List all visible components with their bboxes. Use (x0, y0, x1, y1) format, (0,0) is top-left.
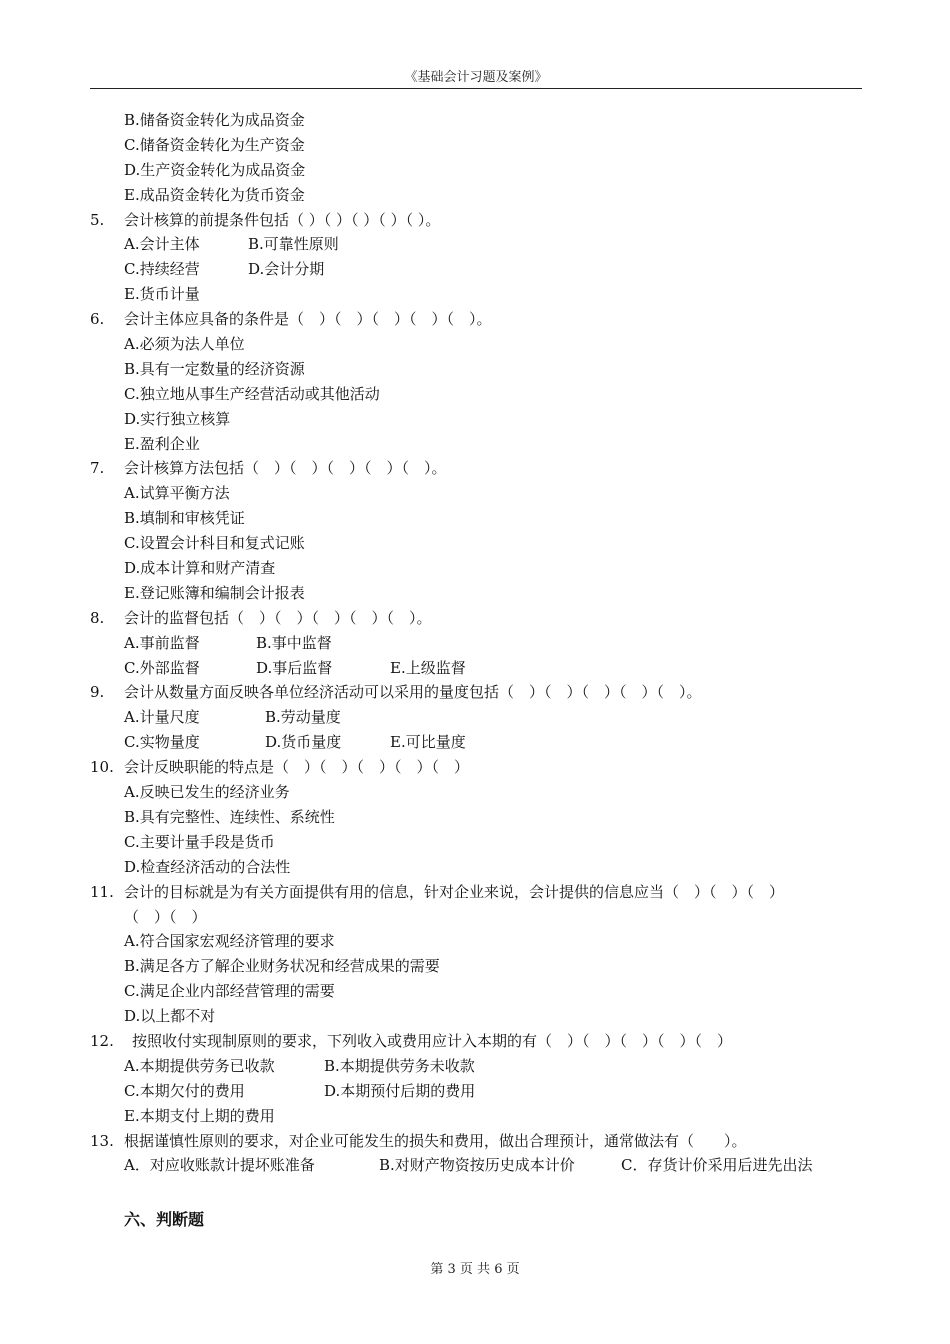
option: E.货币计量 (124, 285, 200, 304)
question-number: 11. (90, 882, 114, 901)
page-footer: 第 3 页 共 6 页 (430, 1262, 520, 1277)
option: C.独立地从事生产经营活动或其他活动 (124, 384, 380, 403)
question-text: 会计的监督包括（ ）（ ）（ ）（ ）（ ）。 (124, 608, 432, 627)
option: D.会计分期 (248, 260, 325, 279)
option: A.事前监督 (124, 633, 200, 652)
question-text: 会计主体应具备的条件是（ ）（ ）（ ）（ ）（ ）。 (124, 310, 492, 329)
option: C.本期欠付的费用 (124, 1081, 245, 1100)
question-number: 6. (90, 310, 105, 329)
option: E.本期支付上期的费用 (124, 1106, 275, 1125)
option: B.本期提供劳务未收款 (324, 1056, 475, 1075)
option: A.符合国家宏观经济管理的要求 (124, 932, 335, 951)
question-5 (0, 208, 950, 233)
option: B.可靠性原则 (248, 235, 339, 254)
option-row (0, 1153, 950, 1178)
option: D.以上都不对 (124, 1007, 216, 1026)
question-text: 会计核算的前提条件包括（ ）（ ）（ ）（ ）（ ）。 (124, 210, 441, 229)
option: A．对应收账款计提坏账准备 (124, 1156, 315, 1175)
question-text: 会计反映职能的特点是（ ）（ ）（ ）（ ）（ ） (124, 758, 470, 777)
option: D.成本计算和财产清查 (124, 559, 276, 578)
option: E.登记账簿和编制会计报表 (124, 583, 305, 602)
question-13 (0, 1129, 950, 1154)
question-8 (0, 606, 950, 631)
question-text: 会计的目标就是为有关方面提供有用的信息，针对企业来说，会计提供的信息应当（ ）（ ）（ ） (124, 882, 785, 901)
option: B.满足各方了解企业财务状况和经营成果的需要 (124, 957, 440, 976)
question-number: 7. (90, 459, 105, 478)
question-text: 按照收付实现制原则的要求，下列收入或费用应计入本期的有（ ）（ ）（ ）（ ）（ ） (132, 1031, 733, 1050)
question-10 (0, 755, 950, 780)
option: A.本期提供劳务已收款 (124, 1056, 275, 1075)
option-row (0, 257, 950, 282)
page-header: 《基础会计习题及案例》 (404, 70, 548, 85)
option: C.设置会计科目和复式记账 (124, 534, 305, 553)
option-row (0, 656, 950, 681)
question-list (0, 108, 950, 1178)
option: C.外部监督 (124, 658, 200, 677)
option-row (0, 232, 950, 257)
option-row (0, 1079, 950, 1104)
option: E.盈利企业 (124, 434, 200, 453)
question-12 (0, 1029, 950, 1054)
option: C.主要计量手段是货币 (124, 832, 275, 851)
question-number: 12. (90, 1031, 114, 1050)
question-6 (0, 307, 950, 332)
option: C.实物量度 (124, 733, 200, 752)
question-9 (0, 680, 950, 705)
option-row (0, 705, 950, 730)
question-number: 5. (90, 210, 105, 229)
option-row (0, 1054, 950, 1079)
option: D.实行独立核算 (124, 409, 231, 428)
question-number: 8. (90, 608, 105, 627)
question-number: 9. (90, 683, 105, 702)
option: E.成品资金转化为货币资金 (124, 185, 305, 204)
option: B.事中监督 (256, 633, 332, 652)
option: B.储备资金转化为成品资金 (124, 111, 305, 129)
question-text: 会计从数量方面反映各单位经济活动可以采用的量度包括（ ）（ ）（ ）（ ）（ ）。 (124, 683, 702, 702)
header-rule (90, 88, 862, 89)
option: B.劳动量度 (265, 708, 341, 727)
option: A.必须为法人单位 (124, 335, 245, 354)
option-row (0, 631, 950, 656)
question-text: 根据谨慎性原则的要求，对企业可能发生的损失和费用，做出合理预计，通常做法有（ ）。 (124, 1131, 747, 1150)
option: E.可比量度 (390, 733, 466, 752)
question-number: 13. (90, 1131, 114, 1150)
question-number: 10. (90, 758, 114, 777)
option: D.检查经济活动的合法性 (124, 857, 291, 876)
option: C.满足企业内部经营管理的需要 (124, 982, 335, 1001)
option: C.储备资金转化为生产资金 (124, 135, 305, 154)
option: A.反映已发生的经济业务 (124, 783, 290, 802)
option: B.具有完整性、连续性、系统性 (124, 807, 335, 826)
question-text-continued: （ ）（ ） (124, 907, 207, 926)
option: D.货币量度 (265, 733, 342, 752)
option: A.试算平衡方法 (124, 484, 230, 503)
option-row (0, 730, 950, 755)
option: D.本期预付后期的费用 (324, 1081, 476, 1100)
option: B.对财产物资按历史成本计价 (379, 1156, 575, 1175)
option: E.上级监督 (390, 658, 466, 677)
option: D.生产资金转化为成品资金 (124, 160, 306, 179)
section-heading: 六、判断题 (124, 1210, 205, 1229)
option: B.具有一定数量的经济资源 (124, 359, 305, 378)
option: B.填制和审核凭证 (124, 509, 245, 528)
option: C.持续经营 (124, 260, 200, 279)
option: A.计量尺度 (124, 708, 200, 727)
question-11 (0, 880, 950, 905)
question-7 (0, 456, 950, 481)
option: C．存货计价采用后进先出法 (621, 1156, 813, 1175)
option: A.会计主体 (124, 235, 200, 254)
option: D.事后监督 (256, 658, 333, 677)
question-text: 会计核算方法包括（ ）（ ）（ ）（ ）（ ）。 (124, 459, 447, 478)
